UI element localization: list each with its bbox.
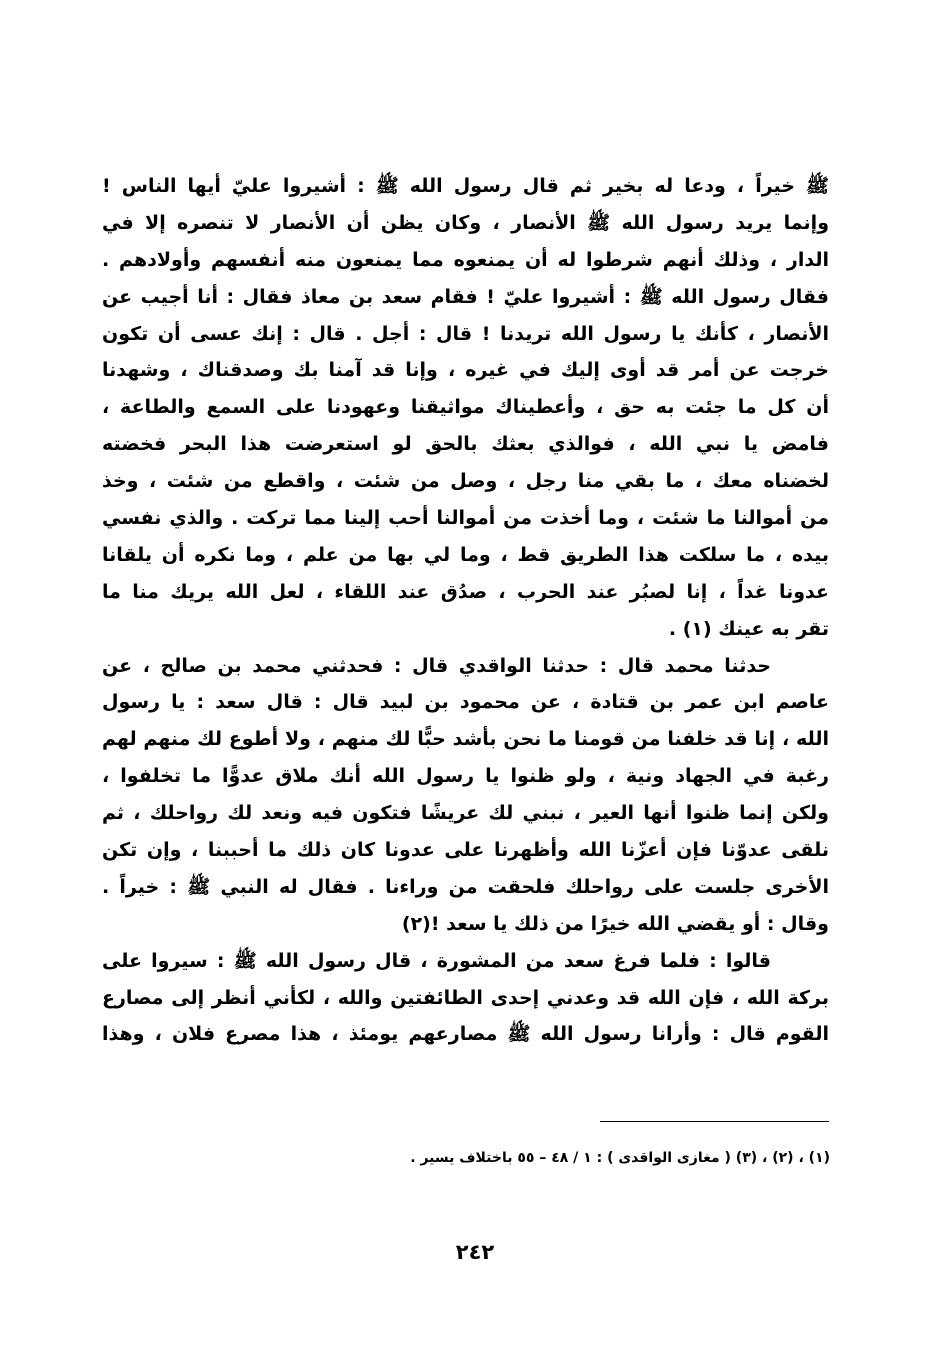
footnote: (١) ، (٢) ، (٣) ( مغازى الواقدى ) : ١ / ٤٨ – ٥٥ باختلاف يسير . — [410, 1150, 830, 1166]
text-line: وإنما يريد رسول الله ﷺ الأنصار ، وكان يظن أن الأنصار لا تنصره إلا في — [102, 211, 829, 234]
text-line: عاصم ابن عمر بن قتادة ، عن محمود بن لبيد قال : قال سعد : يا رسول — [102, 691, 829, 714]
text-line: وقال : أو يقضي الله خيرًا من ذلك يا سعد !(٢) — [401, 912, 829, 935]
text-line: لخضناه معك ، ما بقي منا رجل ، وصل من شئت ، واقطع من شئت ، وخذ — [102, 470, 829, 493]
text-line: الأخرى جلست على رواحلك فلحقت من وراءنا . فقال له النبي ﷺ : خيراً . — [102, 875, 829, 898]
text-line: الله ، إنا قد خلفنا من قومنا ما نحن بأشد حبًّا لك منهم ، ولا أطوع لك منهم لهم — [102, 728, 829, 751]
text-line: حدثنا محمد قال : حدثنا الواقدي قال : فحدثني محمد بن صالح ، عن — [102, 654, 771, 677]
text-line: تقر به عينك (١) . — [668, 617, 829, 640]
text-line: ﷺ خيراً ، ودعا له بخير ثم قال رسول الله ﷺ : أشيروا عليّ أيها الناس ! — [102, 175, 829, 197]
text-line: فقال رسول الله ﷺ : أشيروا عليّ ! فقام سعد بن معاذ فقال : أنا أجيب عن — [102, 285, 829, 308]
text-line: نلقى عدوّنا فإن أعزّنا الله وأظهرنا على عدونا كان ذلك ما أحببنا ، وإن تكن — [102, 839, 829, 862]
text-line: بيده ، ما سلكت هذا الطريق قط ، وما لي بها من علم ، وما نكره أن يلقانا — [102, 543, 829, 566]
text-line: القوم قال : وأرانا رسول الله ﷺ مصارعهم يومئذ ، هذا مصرع فلان ، وهذا — [102, 1023, 829, 1046]
page-number: ٢٤٢ — [455, 1240, 495, 1264]
text-line: فامض يا نبي الله ، فوالذي بعثك بالحق لو استعرضت هذا البحر فخضته — [102, 433, 829, 456]
text-line: قالوا : فلما فرغ سعد من المشورة ، قال رسول الله ﷺ : سيروا على — [102, 949, 771, 972]
text-line: خرجت عن أمر قد أوى إليك في غيره ، وإنا قد آمنا بك وصدقناك ، وشهدنا — [102, 359, 829, 382]
text-line: بركة الله ، فإن الله قد وعدني إحدى الطائفتين والله ، لكأني أنظر إلى مصارع — [102, 986, 829, 1009]
text-line: الدار ، وذلك أنهم شرطوا له أن يمنعوه مما يمنعون منه أنفسهم وأولادهم . — [102, 248, 829, 271]
text-line: رغبة في الجهاد ونية ، ولو ظنوا يا رسول الله أنك ملاق عدوًّا ما تخلفوا ، — [102, 765, 829, 788]
text-line: أن كل ما جئت به حق ، وأعطيناك مواثيقنا وعهودنا على السمع والطاعة ، — [102, 396, 829, 419]
text-line: الأنصار ، كأنك يا رسول الله تريدنا ! قال : أجل . قال : إنك عسى أن تكون — [102, 322, 829, 345]
text-line: من أموالنا ما شئت ، وما أخذت من أموالنا أحب إلينا مما تركت . والذي نفسي — [102, 507, 829, 530]
main-text — [102, 168, 829, 1053]
text-line: عدونا غداً ، إنا لصبُر عند الحرب ، صدُق عند اللقاء ، لعل الله يريك منا ما — [102, 580, 829, 603]
footnote-separator — [600, 1121, 829, 1122]
text-line: ولكن إنما ظنوا أنها العير ، نبني لك عريشًا فتكون فيه ونعد لك رواحلك ، ثم — [102, 802, 829, 825]
